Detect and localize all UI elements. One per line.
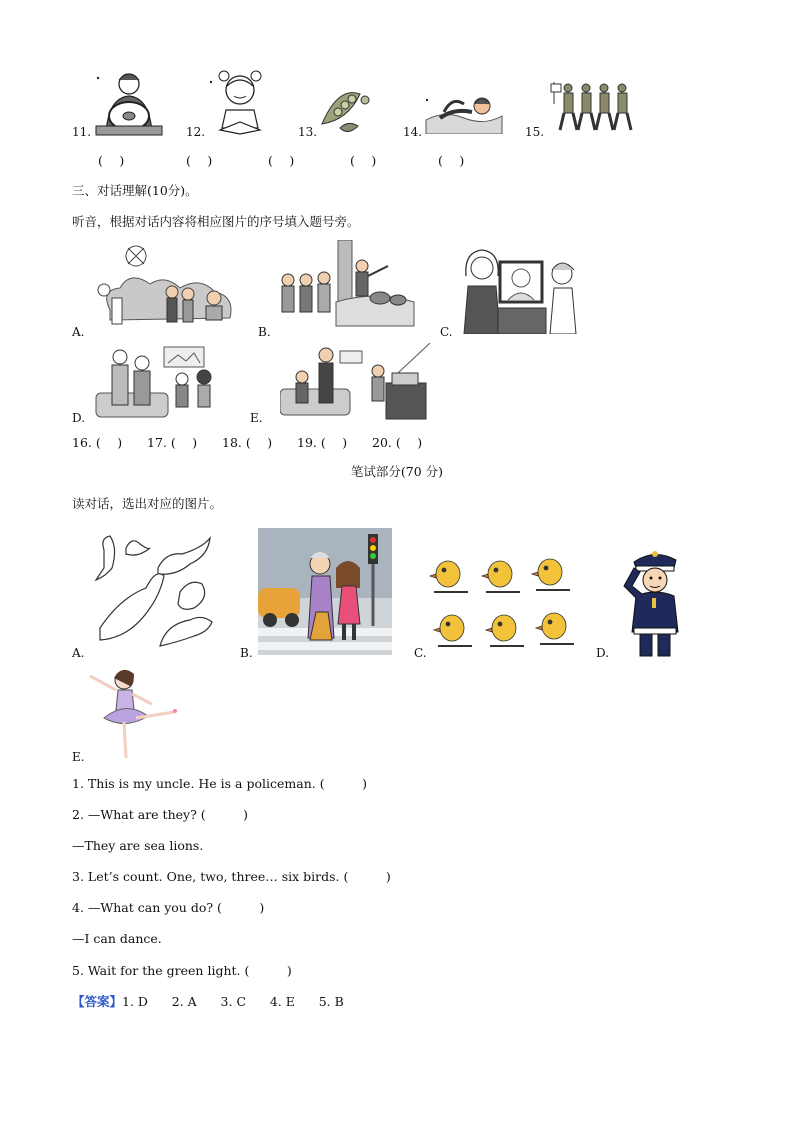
- w-option-c-label: C.: [414, 646, 427, 660]
- question-3: 3. Let’s count. One, two, three… six birds. ( ): [72, 869, 391, 884]
- question-4-reply: —I can dance.: [72, 931, 162, 946]
- s3-option-b-label: B.: [258, 325, 271, 339]
- zoo-group-picture: [276, 240, 418, 330]
- six-birds-picture: [428, 548, 584, 656]
- peas-picture: [318, 86, 374, 136]
- answer-line: [72, 994, 344, 1010]
- answer-tag: 【答案】: [72, 994, 123, 1009]
- s3-option-c-label: C.: [440, 325, 453, 339]
- section3-heading: 三、对话理解(10分)。: [72, 183, 198, 198]
- w-option-d-label: D.: [596, 646, 610, 660]
- family-portrait-picture: [94, 343, 228, 419]
- written-instruction: 读对话，选出对应的图片。: [72, 496, 223, 511]
- q14-answer-blank[interactable]: ( ): [350, 153, 377, 168]
- sea-lions-picture: [90, 528, 220, 652]
- soldiers-marching-picture: [548, 78, 636, 134]
- grandma-photo-picture: [458, 242, 583, 334]
- swimmer-picture: [424, 90, 504, 134]
- park-scene-picture: [90, 240, 240, 335]
- q18-answer-blank[interactable]: 18. ( ): [222, 435, 273, 450]
- s3-option-e-label: E.: [250, 411, 263, 425]
- q12-answer-blank[interactable]: ( ): [186, 153, 213, 168]
- policeman-picture: [620, 546, 688, 658]
- driver-picture: [94, 66, 164, 136]
- q20-answer-blank[interactable]: 20. ( ): [372, 435, 423, 450]
- q15-label: 15.: [525, 125, 545, 139]
- question-1: 1. This is my uncle. He is a policeman. ( ): [72, 776, 367, 791]
- ballet-dancer-picture: [86, 664, 180, 760]
- q17-answer-blank[interactable]: 17. ( ): [147, 435, 198, 450]
- q13-answer-blank[interactable]: ( ): [268, 153, 295, 168]
- written-part-title: 笔试部分(70 分): [350, 464, 444, 479]
- q11-label: 11.: [72, 125, 92, 139]
- w-option-b-label: B.: [240, 646, 253, 660]
- q16-answer-blank[interactable]: 16. ( ): [72, 435, 123, 450]
- s3-option-a-label: A.: [72, 325, 85, 339]
- question-2: 2. —What are they? ( ): [72, 807, 249, 822]
- answer-text: 1. D 2. A 3. C 4. E 5. B: [122, 994, 344, 1009]
- section3-instruction: 听音，根据对话内容将相应图片的序号填入题号旁。: [72, 214, 360, 229]
- question-5: 5. Wait for the green light. ( ): [72, 963, 292, 978]
- w-option-a-label: A.: [72, 646, 85, 660]
- question-4: 4. —What can you do? ( ): [72, 900, 265, 915]
- s3-option-d-label: D.: [72, 411, 86, 425]
- q19-answer-blank[interactable]: 19. ( ): [297, 435, 348, 450]
- q11-answer-blank[interactable]: ( ): [98, 153, 125, 168]
- girl-reading-picture: [208, 66, 270, 136]
- w-option-e-label: E.: [72, 750, 85, 764]
- q12-label: 12.: [186, 125, 206, 139]
- question-2-reply: —They are sea lions.: [72, 838, 204, 853]
- living-room-picture: [280, 343, 434, 421]
- street-crossing-picture: [258, 528, 392, 655]
- q13-label: 13.: [298, 125, 318, 139]
- q15-answer-blank[interactable]: ( ): [438, 153, 465, 168]
- q14-label: 14.: [403, 125, 423, 139]
